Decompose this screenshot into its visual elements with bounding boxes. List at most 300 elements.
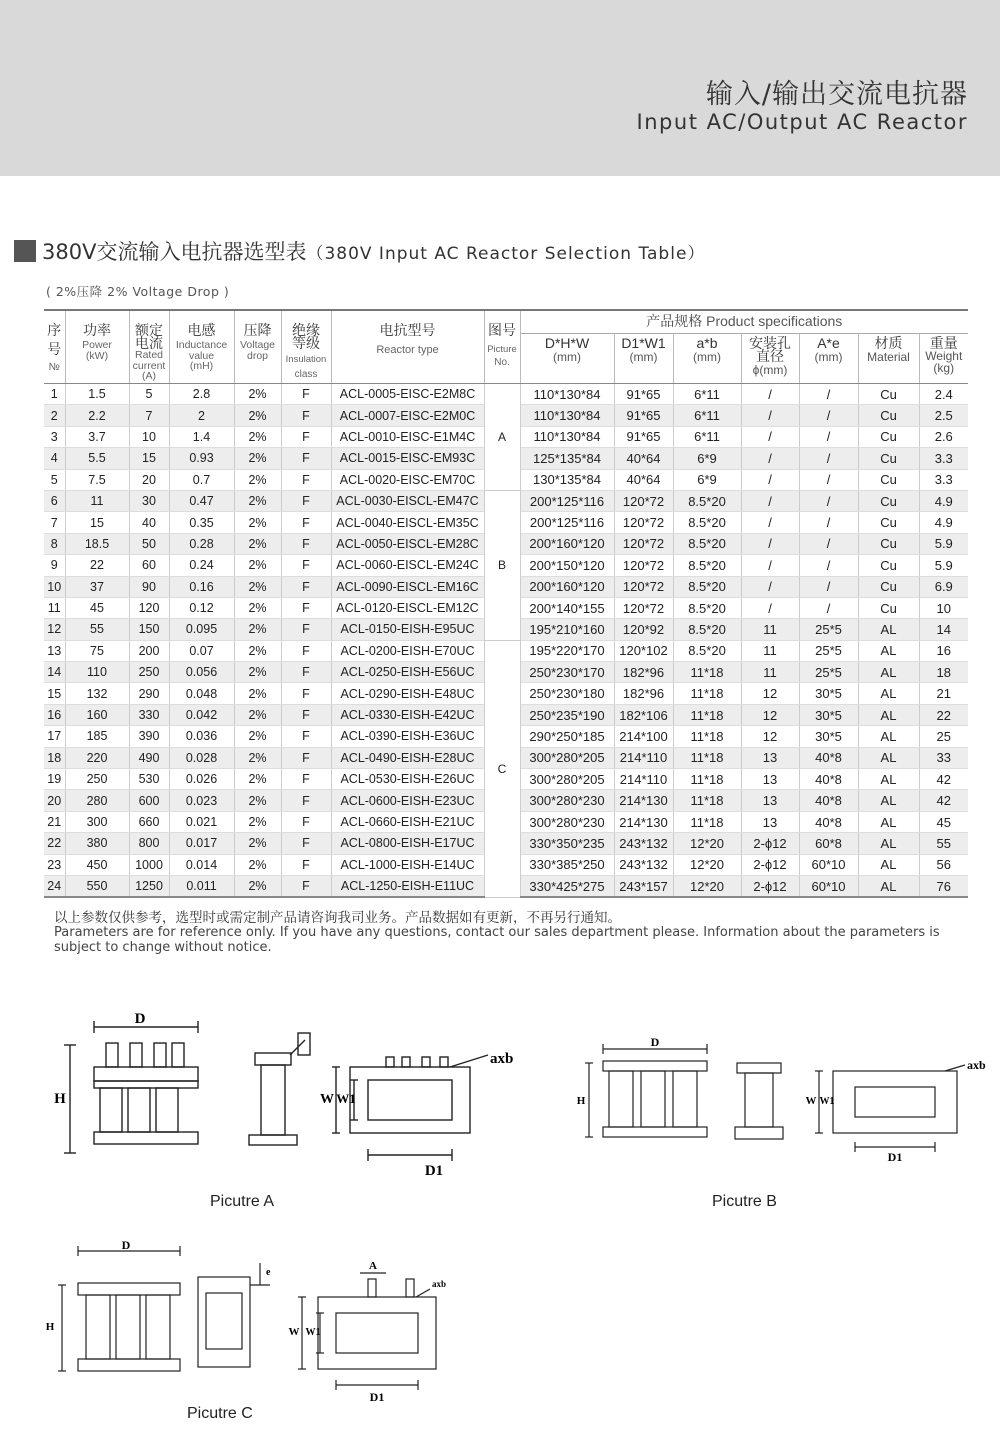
cell-weight: 10 [919,597,968,618]
cell-weight: 4.9 [919,490,968,511]
footnote-en: Parameters are for reference only. If you have any questions, contact our sales department please. Information about the parameters is subject to change without notice. [54,925,940,955]
cell-drop: 2% [234,597,281,618]
cell-type: ACL-0390-EISH-E36UC [331,726,484,747]
cell-inductance: 0.021 [169,811,234,832]
cell-current: 800 [129,833,169,854]
picture-a-label-w1: W1 [336,1091,356,1106]
picture-c-label-h: H [45,1321,55,1333]
header-dhw [520,334,614,384]
section-title-cn: 380V交流输入电抗器选型表 [42,240,307,264]
cell-ae: / [799,597,858,618]
cell-ab: 11*18 [673,726,741,747]
cell-insulation: F [281,790,331,811]
cell-d1w1: 91*65 [614,384,673,405]
cell-ae: 40*8 [799,769,858,790]
cell-hole: / [741,597,799,618]
cell-ab: 12*20 [673,833,741,854]
cell-material: Cu [858,490,919,511]
cell-d1w1: 182*96 [614,683,673,704]
cell-current: 90 [129,576,169,597]
cell-drop: 2% [234,533,281,554]
cell-type: ACL-0150-EISH-E95UC [331,619,484,640]
cell-ab: 6*11 [673,405,741,426]
header-ae-unit: (mm) [814,350,843,364]
cell-power: 160 [65,704,129,725]
cell-power: 55 [65,619,129,640]
cell-hole: / [741,384,799,405]
cell-weight: 45 [919,811,968,832]
cell-dhw: 330*350*235 [520,833,614,854]
cell-type: ACL-0200-EISH-E70UC [331,640,484,661]
cell-no: 3 [44,426,65,447]
cell-type: ACL-0660-EISH-E21UC [331,811,484,832]
header-power [65,310,129,384]
cell-type: ACL-0010-EISC-E1M4C [331,426,484,447]
cell-current: 490 [129,747,169,768]
cell-d1w1: 91*65 [614,426,673,447]
header-current [129,310,169,384]
cell-inductance: 0.014 [169,854,234,875]
cell-drop: 2% [234,512,281,533]
header-no-cn1: 序 [47,322,62,338]
cell-current: 200 [129,640,169,661]
cell-material: Cu [858,555,919,576]
picture-a-label-w: W [320,1092,334,1107]
cell-current: 150 [129,619,169,640]
cell-current: 1250 [129,875,169,897]
cell-material: Cu [858,533,919,554]
cell-weight: 21 [919,683,968,704]
header-ab [673,334,741,384]
cell-dhw: 300*280*230 [520,811,614,832]
header-current-en3: (A) [142,370,156,382]
cell-power: 280 [65,790,129,811]
cell-hole: / [741,448,799,469]
cell-drop: 2% [234,448,281,469]
cell-weight: 16 [919,640,968,661]
cell-no: 17 [44,726,65,747]
cell-insulation: F [281,640,331,661]
header-weight [919,334,968,384]
cell-insulation: F [281,469,331,490]
cell-drop: 2% [234,790,281,811]
cell-insulation: F [281,704,331,725]
cell-type: ACL-0015-EISC-EM93C [331,448,484,469]
cell-ae: / [799,576,858,597]
cell-d1w1: 91*65 [614,405,673,426]
cell-d1w1: 182*106 [614,704,673,725]
picture-a-label-axb: axb [490,1051,514,1067]
cell-d1w1: 243*132 [614,854,673,875]
cell-dhw: 110*130*84 [520,405,614,426]
cell-ab: 6*11 [673,426,741,447]
cell-ae: 25*5 [799,662,858,683]
cell-weight: 2.4 [919,384,968,405]
cell-weight: 22 [919,704,968,725]
cell-ae: 60*8 [799,833,858,854]
cell-power: 45 [65,597,129,618]
header-picture-en1: Picture [487,344,517,355]
cell-current: 20 [129,469,169,490]
header-ab-main: a*b [696,335,718,351]
cell-power: 5.5 [65,448,129,469]
header-dhw-main: D*H*W [544,335,590,351]
cell-dhw: 110*130*84 [520,384,614,405]
cell-current: 5 [129,384,169,405]
cell-ae: 30*5 [799,726,858,747]
cell-d1w1: 120*72 [614,490,673,511]
header-picture-en2: No. [494,356,510,368]
cell-d1w1: 214*110 [614,769,673,790]
cell-picture-b: B [484,490,520,640]
cell-ab: 6*9 [673,448,741,469]
cell-inductance: 2 [169,405,234,426]
header-picture [484,310,520,384]
cell-ae: / [799,512,858,533]
cell-power: 11 [65,490,129,511]
header-insulation-en2: class [294,368,318,380]
header-inductance [169,310,234,384]
header-insulation-cn2: 等级 [292,335,320,351]
cell-type: ACL-0020-EISC-EM70C [331,469,484,490]
cell-ab: 8.5*20 [673,490,741,511]
cell-hole: / [741,576,799,597]
cell-no: 20 [44,790,65,811]
header-insulation-en1: Insulation [285,354,327,365]
cell-dhw: 200*125*116 [520,512,614,533]
header-weight-en1: Weight [925,349,963,363]
cell-power: 1.5 [65,384,129,405]
cell-ab: 11*18 [673,790,741,811]
header-hole-unit: ϕ(mm) [752,363,788,377]
cell-no: 10 [44,576,65,597]
cell-material: AL [858,790,919,811]
cell-drop: 2% [234,490,281,511]
cell-hole: / [741,469,799,490]
cell-power: 22 [65,555,129,576]
table-body [44,384,968,898]
picture-c-label-w1: W1 [305,1327,321,1338]
cell-type: ACL-0030-EISCL-EM47C [331,490,484,511]
cell-no: 18 [44,747,65,768]
cell-type: ACL-0007-EISC-E2M0C [331,405,484,426]
cell-weight: 2.5 [919,405,968,426]
cell-type: ACL-0490-EISH-E28UC [331,747,484,768]
header-current-cn2: 电流 [135,335,163,351]
cell-power: 7.5 [65,469,129,490]
cell-inductance: 0.026 [169,769,234,790]
square-bullet-icon [14,240,36,262]
cell-inductance: 2.8 [169,384,234,405]
cell-weight: 33 [919,747,968,768]
cell-d1w1: 243*132 [614,833,673,854]
table-row [44,490,968,511]
cell-no: 15 [44,683,65,704]
header-weight-en2: (kg) [933,361,955,375]
cell-hole: 12 [741,683,799,704]
cell-inductance: 0.47 [169,490,234,511]
cell-material: AL [858,854,919,875]
header-ae-main: A*e [817,335,840,351]
cell-material: Cu [858,469,919,490]
cell-weight: 5.9 [919,533,968,554]
header-spec-en: Product specifications [706,313,843,329]
header-power-cn: 功率 [83,322,111,338]
cell-material: AL [858,833,919,854]
cell-type: ACL-0250-EISH-E56UC [331,662,484,683]
cell-ab: 11*18 [673,683,741,704]
cell-dhw: 290*250*185 [520,726,614,747]
cell-power: 300 [65,811,129,832]
cell-ae: 30*5 [799,704,858,725]
cell-insulation: F [281,576,331,597]
cell-dhw: 200*140*155 [520,597,614,618]
cell-power: 450 [65,854,129,875]
picture-c-caption: Picutre C [187,1405,253,1422]
header-current-en1: Rated [134,349,164,361]
header-insulation-cn1: 绝缘 [292,322,320,338]
cell-dhw: 300*280*230 [520,790,614,811]
cell-dhw: 125*135*84 [520,448,614,469]
cell-d1w1: 120*72 [614,555,673,576]
picture-b-caption: Picutre B [712,1193,777,1210]
cell-dhw: 200*150*120 [520,555,614,576]
cell-type: ACL-0330-EISH-E42UC [331,704,484,725]
header-drop-en1: Voltage [239,339,276,351]
cell-dhw: 110*130*84 [520,426,614,447]
selection-table [44,309,968,898]
cell-inductance: 0.07 [169,640,234,661]
section-title-en: （380V Input AC Reactor Selection Table） [306,244,706,264]
cell-hole: 2-ϕ12 [741,875,799,897]
cell-material: AL [858,747,919,768]
cell-ab: 11*18 [673,769,741,790]
picture-b-drawing [575,1035,995,1165]
cell-insulation: F [281,533,331,554]
cell-insulation: F [281,854,331,875]
cell-ab: 11*18 [673,811,741,832]
cell-material: Cu [858,426,919,447]
cell-weight: 56 [919,854,968,875]
cell-insulation: F [281,811,331,832]
table-row [44,384,968,405]
cell-power: 132 [65,683,129,704]
cell-material: AL [858,769,919,790]
cell-power: 550 [65,875,129,897]
cell-insulation: F [281,555,331,576]
picture-a-label-h: H [54,1091,66,1107]
header-material [858,334,919,384]
cell-insulation: F [281,769,331,790]
cell-material: AL [858,704,919,725]
cell-current: 30 [129,490,169,511]
cell-no: 21 [44,811,65,832]
cell-hole: 11 [741,640,799,661]
cell-inductance: 0.036 [169,726,234,747]
cell-dhw: 250*230*180 [520,683,614,704]
cell-material: Cu [858,448,919,469]
cell-power: 185 [65,726,129,747]
cell-insulation: F [281,597,331,618]
header-spec-group [520,310,968,334]
table-row [44,640,968,661]
cell-hole: 13 [741,790,799,811]
cell-insulation: F [281,490,331,511]
cell-dhw: 200*160*120 [520,576,614,597]
cell-no: 23 [44,854,65,875]
cell-drop: 2% [234,384,281,405]
cell-weight: 6.9 [919,576,968,597]
cell-hole: / [741,405,799,426]
header-hole [741,334,799,384]
cell-picture-a: A [484,384,520,491]
header-power-en1: Power [82,339,112,351]
header-no [44,310,65,384]
cell-hole: 11 [741,619,799,640]
cell-type: ACL-0600-EISH-E23UC [331,790,484,811]
cell-inductance: 0.011 [169,875,234,897]
cell-ab: 8.5*20 [673,512,741,533]
cell-material: Cu [858,512,919,533]
picture-b-label-d1: D1 [887,1150,903,1164]
header-ab-unit: (mm) [693,350,721,364]
cell-no: 11 [44,597,65,618]
cell-ae: / [799,405,858,426]
cell-ab: 6*11 [673,384,741,405]
cell-ae: / [799,469,858,490]
cell-hole: 2-ϕ12 [741,854,799,875]
cell-ab: 12*20 [673,875,741,897]
cell-inductance: 0.7 [169,469,234,490]
cell-material: AL [858,619,919,640]
cell-ae: 60*10 [799,854,858,875]
cell-drop: 2% [234,662,281,683]
cell-inductance: 0.042 [169,704,234,725]
cell-drop: 2% [234,555,281,576]
cell-dhw: 300*280*205 [520,747,614,768]
cell-drop: 2% [234,469,281,490]
cell-insulation: F [281,384,331,405]
page-header [0,0,1000,176]
cell-hole: 12 [741,726,799,747]
cell-material: AL [858,640,919,661]
cell-hole: / [741,426,799,447]
picture-c-label-axb: axb [432,1279,447,1289]
cell-drop: 2% [234,405,281,426]
cell-no: 13 [44,640,65,661]
cell-current: 120 [129,597,169,618]
cell-weight: 76 [919,875,968,897]
cell-ab: 8.5*20 [673,576,741,597]
cell-ae: 40*8 [799,747,858,768]
cell-d1w1: 120*72 [614,597,673,618]
cell-power: 18.5 [65,533,129,554]
cell-drop: 2% [234,426,281,447]
cell-current: 50 [129,533,169,554]
cell-insulation: F [281,747,331,768]
cell-no: 1 [44,384,65,405]
header-power-en2: (kW) [85,349,109,362]
cell-inductance: 0.28 [169,533,234,554]
header-insulation [281,310,331,384]
header-dhw-unit: (mm) [553,350,581,364]
cell-no: 22 [44,833,65,854]
cell-type: ACL-0050-EISCL-EM28C [331,533,484,554]
cell-d1w1: 120*72 [614,576,673,597]
cell-current: 290 [129,683,169,704]
cell-insulation: F [281,512,331,533]
cell-d1w1: 40*64 [614,469,673,490]
header-title-cn: 输入/输出交流电抗器 [705,79,968,110]
header-current-cn1: 额定 [135,322,163,338]
section-title [14,236,705,266]
cell-type: ACL-0005-EISC-E2M8C [331,384,484,405]
cell-d1w1: 243*157 [614,875,673,897]
cell-ae: 60*10 [799,875,858,897]
cell-ab: 8.5*20 [673,555,741,576]
header-type-en: Reactor type [376,344,439,356]
cell-power: 75 [65,640,129,661]
cell-no: 12 [44,619,65,640]
cell-inductance: 0.017 [169,833,234,854]
picture-b-svg [575,1035,995,1165]
header-no-cn2: 号 [47,341,62,357]
cell-dhw: 200*125*116 [520,490,614,511]
cell-type: ACL-0040-EISCL-EM35C [331,512,484,533]
cell-hole: 12 [741,704,799,725]
cell-ae: / [799,384,858,405]
picture-b-label-h: H [576,1095,586,1107]
cell-material: Cu [858,405,919,426]
picture-a-svg [50,1005,530,1190]
cell-insulation: F [281,405,331,426]
cell-d1w1: 120*102 [614,640,673,661]
picture-c-drawing [40,1235,460,1405]
cell-inductance: 1.4 [169,426,234,447]
cell-ab: 12*20 [673,854,741,875]
cell-d1w1: 182*96 [614,662,673,683]
header-picture-cn: 图号 [488,322,516,338]
cell-dhw: 300*280*205 [520,769,614,790]
cell-weight: 18 [919,662,968,683]
cell-insulation: F [281,619,331,640]
cell-inductance: 0.023 [169,790,234,811]
cell-drop: 2% [234,875,281,897]
cell-dhw: 330*425*275 [520,875,614,897]
cell-ab: 11*18 [673,747,741,768]
cell-material: AL [858,811,919,832]
cell-d1w1: 214*130 [614,790,673,811]
header-spec-cn: 产品规格 [646,313,703,329]
cell-inductance: 0.056 [169,662,234,683]
cell-material: Cu [858,384,919,405]
cell-inductance: 0.048 [169,683,234,704]
cell-weight: 14 [919,619,968,640]
footnote-cn: 以上参数仅供参考，选型时或需定制产品请咨询我司业务。产品数据如有更新，不再另行通知。 [54,910,621,926]
cell-current: 15 [129,448,169,469]
cell-drop: 2% [234,640,281,661]
cell-d1w1: 214*130 [614,811,673,832]
cell-no: 2 [44,405,65,426]
cell-current: 7 [129,405,169,426]
cell-drop: 2% [234,747,281,768]
cell-power: 15 [65,512,129,533]
cell-d1w1: 214*110 [614,747,673,768]
cell-material: AL [858,683,919,704]
picture-b-label-axb: axb [967,1058,986,1072]
picture-a-label-d1: D1 [424,1163,444,1179]
cell-no: 9 [44,555,65,576]
